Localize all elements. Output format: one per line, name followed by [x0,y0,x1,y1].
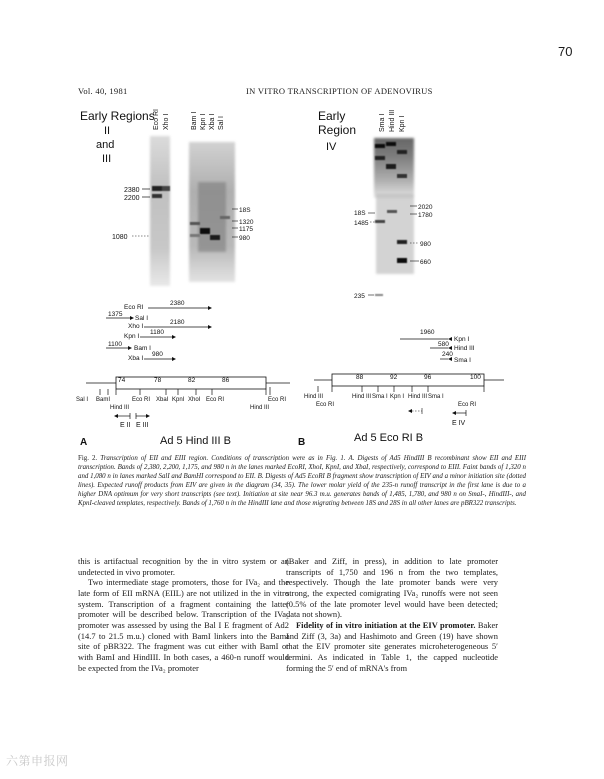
band-b-980: 980 [420,241,431,248]
site-a-kpni: KpnI [172,397,185,403]
lane-label-xbai: Xba I [209,113,216,130]
restriction-map-a [76,300,290,448]
right-paragraph-2-text: Baker and Ziff (3, 3a) and Hashimoto and Green (19) have shown that the EIV promoter site generates microheterogeneous 5′ termini. As indicated in Table 1, the capped nucleotide forming the 5′ end of mRNA's from [286,619,499,673]
map-b-hindiii-size: 580 [438,341,449,348]
map-a-ecori-name: Eco RI [124,304,144,311]
panel-label-a: A [80,437,88,448]
body-column-right [286,556,498,673]
lane-label-smai: Sma I [379,113,386,132]
lane-label-kpni-b: Kpn I [399,115,406,132]
site-b-kpni: Kpn I [390,394,405,400]
band-a-2200: 2200 [124,195,140,202]
band-b-235: 235 [354,293,365,300]
gel-panel-b [318,109,433,300]
band-a-1320: 1320 [239,219,254,226]
site-a-ecori-2: Eco RI [206,397,225,403]
section-heading-fidelity: Fidelity of in vitro initiation at the EIV promoter. [296,619,476,630]
map-a-sali-size: 1375 [108,311,123,318]
early-region-title-3: IV [326,141,337,153]
lane-label-kpni: Kpn I [200,113,207,130]
site-b-hindiii-2: Hind III [352,394,372,400]
restriction-map-b [298,329,504,448]
site-b-ecori-right: Eco RI [458,402,477,408]
scale-b-92: 92 [390,374,398,381]
site-a-xhoi: XhoI [188,397,201,403]
map-a-kpni-size: 1180 [150,329,164,336]
map-a-kpni-name: Kpn I [124,333,140,340]
map-a-xbai-size: 980 [152,351,163,358]
promoter-eiii: E III [136,422,149,429]
early-regions-title-1: Early Regions [80,109,155,123]
caption-text: Transcription of EII and EIII region. Conditions of transcription were as in Fig. 1. A. Digests of Ad5 HindIII B recombinant show EII and EIII transcription. Bands of 2,380, 2,200, 1,175, and 980 n in the lanes marked EcoRI, XhoI, KpnI, and XbaI, respectively, correspond to EIII. Faint bands of 1,320 n and 1,080 n in lanes marked SalI and BamHI correspond to EII. B. Digests of Ad5 EcoRI B fragment show transcription of EIV and a minor initiation site (dotted lines). Expected runoff products from EIV are given in the diagram (34, 35). The lower molar yield of the 235-n runoff transcript in the first lane is due to a higher DNA optimum for very short transcripts (see text). Initiation at site near 96.3 m.u. generates bands of 1,485, 1,780, and 980 n on SmaI-, HindIII-, and KpnI-cleaved templates, respectively. Bands of 1,760 n in the HindIII lane and those migrating between 18S and 28S in all other lanes are pBR322 transcripts. [78,455,526,507]
figure-2 [72,98,532,450]
map-a-xhoi-name: Xho I [128,323,144,330]
page-number: 70 [558,44,573,59]
site-a-ecori-1: Eco RI [132,397,151,403]
scale-b-88: 88 [356,374,364,381]
early-regions-title-3: and [96,139,115,151]
band-b-1780: 1780 [418,212,433,219]
volume-label: Vol. 40, 1981 [78,86,128,96]
map-a-bami-name: Bam I [134,345,151,352]
band-b-1485: 1485 [354,220,369,227]
lane-label-bami: Bam I [191,111,198,130]
map-a-bami-size: 1100 [108,341,122,348]
band-a-2380: 2380 [124,187,140,194]
site-b-ecori-left: Eco RI [316,402,335,408]
band-a-1080: 1080 [112,234,128,241]
site-a-hindiii-left: Hind III [110,405,130,411]
site-a-ecori-3: Eco RI [268,397,287,403]
gel-image-a [150,136,235,286]
promoter-eiv: E IV [452,420,466,427]
site-a-bami: BamI [96,397,111,403]
early-region-title-2: Region [318,123,357,137]
left-paragraph-1: this is artifactual recognition by the in vitro system or an undetected in vivo promoter. [78,556,289,577]
left-paragraph-2: Two intermediate stage promoters, those for IVa₂ and the late form of EII mRNA (EIIL) are not utilized in the in vitro system. Transcription of a fragment containing the latter promoter will be described below. Transcription of the IVa₂ promoter was assessed by using the Bal I E fragment of Ad2 (14.7 to 21.5 m.u.) cloned with BamI linkers into the BamI site of pBR322. The fragment was cut either with BamI or with BamI and HindIII. In both cases, a 460-n runoff would be expected from the IVa₂ promoter [78,577,289,673]
band-a-980: 980 [239,235,250,242]
early-regions-title-4: III [102,153,112,165]
map-b-kpni-name: Kpn I [454,336,470,343]
right-paragraph-1: (Baker and Ziff, in press), in addition to late promoter transcripts of 1,750 and 196 n from the two templates, respectively. Though the late promoter bands were very strong, the expected comigrating IVa₂ runoffs were not seen (0.5% of the late promoter level would have been detected; data not shown). [286,556,498,620]
band-b-660: 660 [420,259,431,266]
gel-panel-a [80,109,254,286]
site-a-xbai: XbaI [156,397,169,403]
site-a-sali: Sal I [76,397,89,403]
band-b-2020: 2020 [418,204,433,211]
scale-a-82: 82 [188,377,196,384]
scale-b-96: 96 [424,374,432,381]
early-region-title-1: Early [318,109,346,123]
site-b-hindiii-1: Hind III [304,394,324,400]
lane-label-ecori: Eco RI [153,108,160,130]
scale-a-86: 86 [222,377,230,384]
map-a-sali-name: Sal I [135,315,149,322]
lane-label-sali: Sal I [218,115,225,130]
body-column-left [78,556,289,673]
fragment-title-a: Ad 5 Hind III B [160,435,231,447]
caption-label: Fig. 2. [78,455,98,462]
map-a-ecori-size: 2380 [170,300,185,307]
panel-label-b: B [298,437,306,448]
site-b-hindiii-3: Hind III [408,394,428,400]
lane-label-hindiii: Hind III [389,109,396,132]
lane-label-xhoi: Xho I [163,113,170,130]
fragment-title-b: Ad 5 Eco RI B [354,432,424,444]
right-paragraph-2 [286,620,498,673]
promoter-eii: E II [120,422,131,429]
scale-a-78: 78 [154,377,162,384]
watermark: 六第申报网 [6,754,69,768]
map-b-kpni-size: 1960 [420,329,435,336]
band-b-18s: 18S [354,210,366,217]
band-a-1175: 1175 [239,226,253,233]
site-b-smai-2: Sma I [428,394,444,400]
map-b-smai-size: 240 [442,351,453,358]
map-a-xbai-name: Xba I [128,355,144,362]
scale-b-100: 100 [470,374,481,381]
early-regions-title-2: II [104,125,111,137]
site-b-smai-1: Sma I [372,394,388,400]
site-a-hindiii-right: Hind III [250,405,270,411]
map-b-hindiii-name: Hind III [454,345,475,352]
scale-a-74: 74 [118,377,126,384]
map-b-smai-name: Sma I [454,357,471,364]
map-a-xhoi-size: 2180 [170,319,185,326]
band-a-18s: 18S [239,207,251,214]
figure-caption [78,455,526,508]
journal-title: IN VITRO TRANSCRIPTION OF ADENOVIRUS [246,86,433,96]
